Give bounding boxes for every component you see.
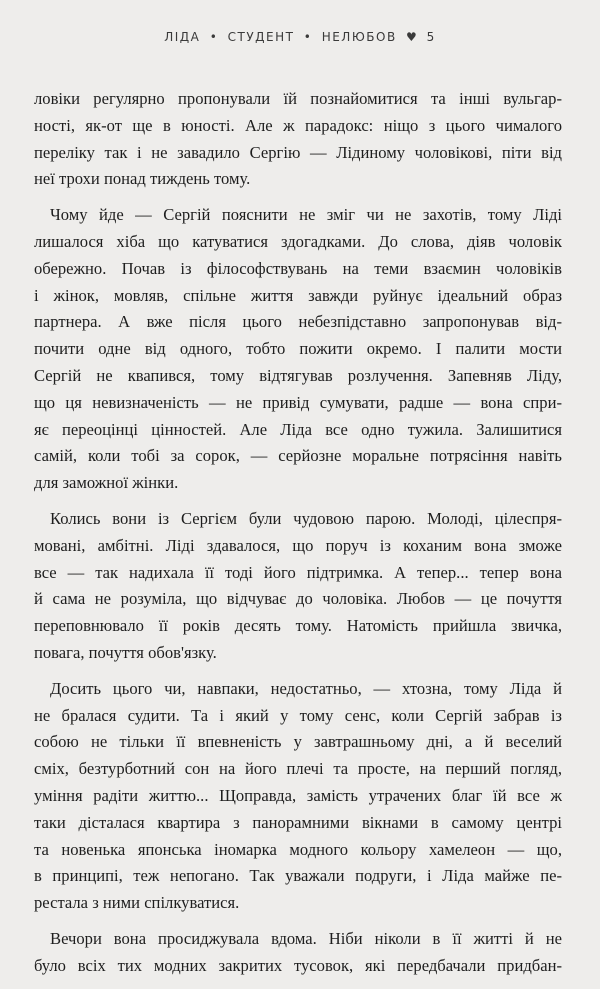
header-separator: • xyxy=(303,30,313,44)
text-line: в принципі, теж непогано. Так уважали подруги, і Ліда майже пе- xyxy=(34,866,562,886)
text-line: обережно. Почав із філософствувань на теми взаємин чоловіків xyxy=(34,258,562,278)
text-line: що ця невизначеність — не привід сумувати, радше — вона спри- xyxy=(34,392,562,412)
page-body-text xyxy=(34,86,562,989)
paragraph xyxy=(34,506,562,667)
heart-icon: ♥ xyxy=(406,30,419,44)
header-chapter-title: НЕЛЮБОВ xyxy=(321,30,397,44)
text-line: переповнювало її років десять тому. Натомість прийшла звичка, xyxy=(34,616,562,636)
text-line: переліку так і не завадило Сергію — Лідиному чоловікові, піти від xyxy=(34,142,562,162)
paragraph xyxy=(34,676,562,917)
text-line: все — так надихала її тоді його підтримка. А тепер... тепер вона xyxy=(34,562,562,582)
header-book-subtitle: СТУДЕНТ xyxy=(227,30,295,44)
text-line: Досить цього чи, навпаки, недостатньо, — хтозна, тому Ліда й xyxy=(50,678,562,698)
text-line: яє переоцінці цінностей. Але Ліда все одно тужила. Залишитися xyxy=(34,419,562,439)
text-line: самій, коли тобі за сорок, — серйозне моральне потрясіння навіть xyxy=(34,446,562,466)
text-line: неї трохи понад тиждень тому. xyxy=(34,169,251,189)
paragraph xyxy=(34,926,562,980)
text-line: партнера. А вже після цього небезпідставно запропонував від- xyxy=(34,312,562,332)
text-line: почити одне від одного, тобто пожити окремо. І палити мости xyxy=(34,339,562,359)
text-line: мовані, амбітні. Ліді здавалося, що поруч із коханим вона зможе xyxy=(34,535,562,555)
text-line: рестала з ними спілкуватися. xyxy=(34,893,240,913)
text-line: для заможної жінки. xyxy=(34,473,179,493)
text-line: й сама не розуміла, що відчуває до чоловіка. Любов — це почуття xyxy=(34,589,562,609)
paragraph xyxy=(34,202,562,497)
text-line: та новенька японська іномарка модного кольору хамелеон — що, xyxy=(34,839,562,859)
text-line: Колись вони із Сергієм були чудовою парою. Молоді, цілеспря- xyxy=(50,508,562,528)
header-separator: • xyxy=(209,30,219,44)
text-line: Чому йде — Сергій пояснити не зміг чи не захотів, тому Ліді xyxy=(50,205,562,225)
text-line: уміння радіти життю... Щоправда, замість утрачених благ їй все ж xyxy=(34,785,562,805)
text-line: ловіки регулярно пропонували їй познайомитися та інші вульгар- xyxy=(34,89,562,108)
text-line: лишалося хіба що катуватися здогадками. До слова, діяв чоловік xyxy=(34,231,562,251)
text-line: ності, як-от ще в юності. Але ж парадокс: ніщо з цього чималого xyxy=(34,115,562,135)
header-book-title: ЛІДА xyxy=(164,30,201,44)
paragraph xyxy=(34,86,562,193)
text-line: собою не тільки її впевненість у завтрашньому дні, а й веселий xyxy=(34,732,562,752)
text-line: повага, почуття обов'язку. xyxy=(34,642,217,662)
text-line: Сергій не квапився, тому відтягував розлучення. Запевняв Ліду, xyxy=(34,365,562,385)
text-line: не бралася судити. Та і який у тому сенс, коли Сергій забрав із xyxy=(34,705,562,725)
text-line: було всіх тих модних закритих тусовок, які передбачали придбан- xyxy=(34,955,562,975)
text-line: Вечори вона просиджувала вдома. Ніби ніколи в її житті й не xyxy=(50,928,562,948)
page-number: 5 xyxy=(426,30,436,44)
text-line: таки дісталася квартира з панорамними вікнами в самому центрі xyxy=(34,812,562,832)
text-line: і жінок, мовляв, спільне життя завжди руйнує ідеальний образ xyxy=(34,285,562,305)
running-header xyxy=(0,30,600,44)
text-line: сміх, безтурботний сон на його плечі та просте, на перший погляд, xyxy=(34,759,562,779)
